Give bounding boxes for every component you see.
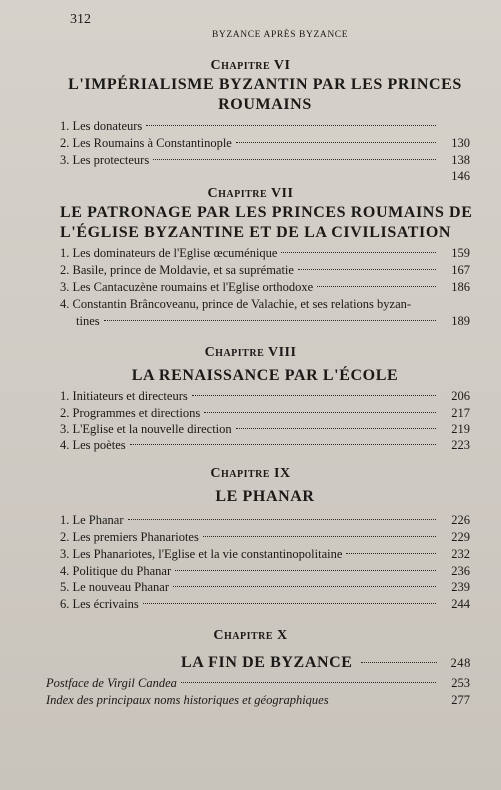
leader-dots	[153, 159, 436, 160]
toc-entry-label: Postface de Virgil Candea	[46, 676, 177, 690]
toc-entry[interactable]	[60, 168, 470, 185]
toc-entry[interactable]	[60, 262, 470, 279]
toc-entry-page: 167	[451, 263, 470, 277]
toc-entry-label: Index des principaux noms historiques et géographiques	[46, 693, 329, 707]
toc-entry-page: 138	[451, 153, 470, 167]
toc-entry-index[interactable]	[46, 692, 470, 709]
toc-entry[interactable]	[60, 437, 470, 454]
leader-dots	[236, 142, 436, 143]
leader-dots	[104, 320, 436, 321]
chapter-6-title-line-1: L'IMPÉRIALISME BYZANTIN PAR LES PRINCES	[68, 76, 462, 93]
toc-entry-page: 253	[451, 676, 470, 690]
toc-entry-label: 4. Constantin Brâncoveanu, prince de Valachie, et ses relations byzan-	[60, 297, 412, 311]
toc-entry-label: 4. Politique du Phanar	[60, 564, 172, 578]
toc-entry[interactable]	[60, 135, 470, 152]
leader-dots	[317, 286, 436, 287]
leader-dots	[143, 603, 436, 604]
toc-entry-page: 226	[451, 513, 470, 527]
toc-entry-label: 6. Les écrivains	[60, 597, 139, 611]
toc-entry[interactable]	[60, 546, 470, 563]
toc-entry-label: 2. Les premiers Phanariotes	[60, 530, 199, 544]
toc-entry-page: 186	[451, 280, 470, 294]
toc-entry[interactable]	[60, 296, 470, 313]
toc-entry-label: 1. Le Phanar	[60, 513, 124, 527]
toc-entry-label: 1. Initiateurs et directeurs	[60, 389, 188, 403]
chapter-9-heading: Chapitre IX	[210, 466, 291, 481]
chapter-6-title-line-2: ROUMAINS	[218, 96, 312, 113]
leader-dots	[203, 536, 436, 537]
chapter-7-title-line-2: L'ÉGLISE BYZANTINE ET DE LA CIVILISATION	[60, 224, 452, 241]
toc-entry-label: 1. Les dominateurs de l'Eglise œcuménique	[60, 246, 278, 260]
toc-entry-page: 130	[451, 136, 470, 150]
leader-dots	[173, 586, 436, 587]
leader-dots	[361, 662, 437, 663]
toc-entry-page: 277	[451, 693, 470, 707]
chapter-10-title-entry[interactable]	[181, 654, 471, 676]
toc-entry-label: tines	[76, 314, 100, 328]
toc-entry-label: 3. Les protecteurs	[60, 153, 150, 167]
toc-entry[interactable]	[60, 596, 470, 613]
leader-dots	[192, 395, 436, 396]
toc-entry-label: 3. Les Phanariotes, l'Eglise et la vie constantinopolitaine	[60, 547, 343, 561]
leader-dots	[298, 269, 436, 270]
toc-entry-page: 206	[451, 389, 470, 403]
leader-dots	[346, 553, 436, 554]
toc-entry-page: 189	[451, 314, 470, 328]
chapter-10-heading: Chapitre X	[213, 628, 288, 643]
toc-entry-label: 4. Les poètes	[60, 438, 126, 452]
toc-entry[interactable]	[60, 405, 470, 422]
chapter-7-heading: Chapitre VII	[207, 186, 294, 201]
toc-entry[interactable]	[60, 563, 470, 580]
toc-entry[interactable]	[60, 512, 470, 529]
toc-entry-page: 239	[451, 580, 470, 594]
toc-entry[interactable]	[60, 529, 470, 546]
toc-entry-label: 2. Basile, prince de Moldavie, et sa suprématie	[60, 263, 294, 277]
toc-entry-page: 248	[450, 656, 471, 670]
toc-entry-page: 232	[451, 547, 470, 561]
leader-dots	[181, 682, 436, 683]
chapter-8-heading: Chapitre VIII	[204, 345, 297, 360]
toc-entry-label: 3. Les Cantacuzène roumains et l'Eglise orthodoxe	[60, 280, 314, 294]
toc-entry[interactable]	[60, 388, 470, 405]
toc-entry-page: 229	[451, 530, 470, 544]
toc-entry[interactable]	[60, 245, 470, 262]
toc-entry-label: 2. Les Roumains à Constantinople	[60, 136, 232, 150]
toc-entry-page: 223	[451, 438, 470, 452]
toc-entry[interactable]	[60, 118, 470, 135]
toc-entry[interactable]	[60, 579, 470, 596]
leader-dots	[175, 570, 436, 571]
chapter-10-title: LA FIN DE BYZANCE	[181, 654, 353, 671]
leader-dots	[204, 412, 436, 413]
leader-dots	[236, 428, 436, 429]
toc-entry[interactable]	[60, 152, 470, 169]
toc-entry-page: 146	[451, 169, 470, 183]
toc-entry-label: 5. Le nouveau Phanar	[60, 580, 169, 594]
leader-dots	[128, 519, 436, 520]
leader-dots	[281, 252, 436, 253]
chapter-6-heading: Chapitre VI	[210, 58, 291, 73]
toc-entry[interactable]	[60, 279, 470, 296]
page-number: 312	[70, 12, 91, 27]
leader-dots	[146, 125, 436, 126]
toc-entry-label: 3. L'Eglise et la nouvelle direction	[60, 422, 232, 436]
running-title: BYZANCE APRÈS BYZANCE	[212, 30, 349, 40]
leader-dots	[130, 444, 436, 445]
toc-entry-page: 244	[451, 597, 470, 611]
toc-entry-postface[interactable]	[46, 675, 470, 692]
toc-entry-continuation[interactable]	[76, 313, 470, 330]
toc-entry-page: 159	[451, 246, 470, 260]
toc-entry[interactable]	[60, 421, 470, 438]
toc-entry-page: 219	[451, 422, 470, 436]
toc-entry-label: 2. Programmes et directions	[60, 406, 201, 420]
toc-entry-page: 236	[451, 564, 470, 578]
chapter-9-title: LE PHANAR	[215, 488, 315, 505]
chapter-8-title: LA RENAISSANCE PAR L'ÉCOLE	[131, 367, 399, 384]
toc-entry-page: 217	[451, 406, 470, 420]
chapter-7-title-line-1: LE PATRONAGE PAR LES PRINCES ROUMAINS DE	[60, 204, 473, 221]
toc-entry-label: 1. Les donateurs	[60, 119, 143, 133]
